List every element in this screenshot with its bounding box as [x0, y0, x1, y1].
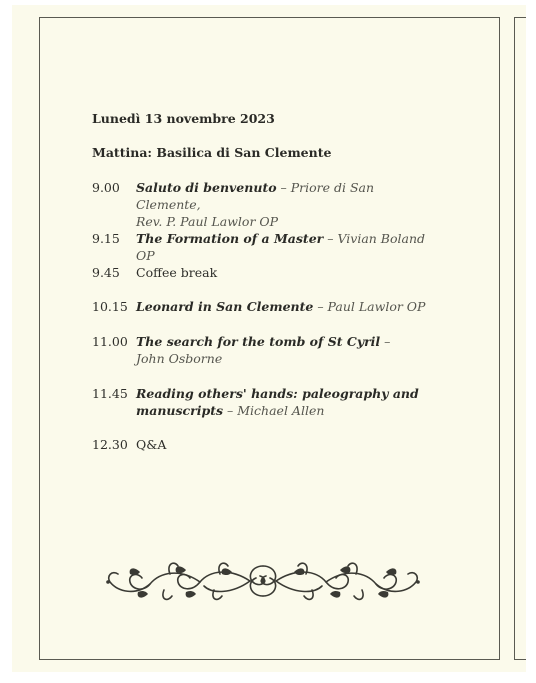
item-body: [136, 333, 432, 367]
item-body: [136, 385, 432, 419]
item-body: [136, 179, 432, 230]
talk-title: The Formation of a Master: [136, 231, 324, 246]
talk-title: Leonard in San Clemente: [136, 299, 314, 314]
item-text: Coffee break: [136, 265, 218, 280]
schedule-item: [92, 385, 432, 419]
item-body: [136, 230, 432, 264]
item-time: 9.15: [92, 231, 120, 246]
talk-speaker-line2: John Osborne: [136, 351, 223, 366]
program-date: Lunedì 13 novembre 2023: [92, 111, 275, 126]
talk-title: Saluto di benvenuto: [136, 180, 277, 195]
schedule-item: [92, 179, 432, 230]
item-time: 10.15: [92, 299, 128, 314]
item-time: 9.00: [92, 180, 120, 195]
floral-scroll-ornament-icon: [100, 558, 426, 604]
schedule-item: [92, 230, 432, 264]
schedule-item: [92, 264, 432, 281]
talk-speaker: – Vivian Boland OP: [136, 231, 426, 263]
item-time: 12.30: [92, 437, 128, 452]
item-time: 11.00: [92, 334, 128, 349]
schedule-item: [92, 436, 432, 453]
item-body: [136, 264, 432, 281]
talk-speaker: – Michael Allen: [227, 403, 325, 418]
talk-title: Reading others' hands: paleography and: [136, 386, 419, 401]
talk-speaker: – Priore di San Clemente,: [136, 180, 375, 212]
item-time: 9.45: [92, 265, 120, 280]
item-body: [136, 298, 432, 315]
schedule-item: [92, 298, 432, 315]
item-body: [136, 436, 432, 453]
session-heading: Mattina: Basilica di San Clemente: [92, 145, 332, 160]
talk-title-dash: –: [384, 334, 391, 349]
talk-speaker: – Paul Lawlor OP: [317, 299, 426, 314]
talk-title-line2: manuscripts: [136, 403, 224, 418]
talk-speaker-line2: Rev. P. Paul Lawlor OP: [136, 214, 279, 229]
schedule-item: [92, 333, 432, 367]
next-page-frame-edge: [514, 17, 526, 660]
item-time: 11.45: [92, 386, 128, 401]
item-text: Q&A: [136, 437, 167, 452]
talk-title: The search for the tomb of St Cyril: [136, 334, 381, 349]
